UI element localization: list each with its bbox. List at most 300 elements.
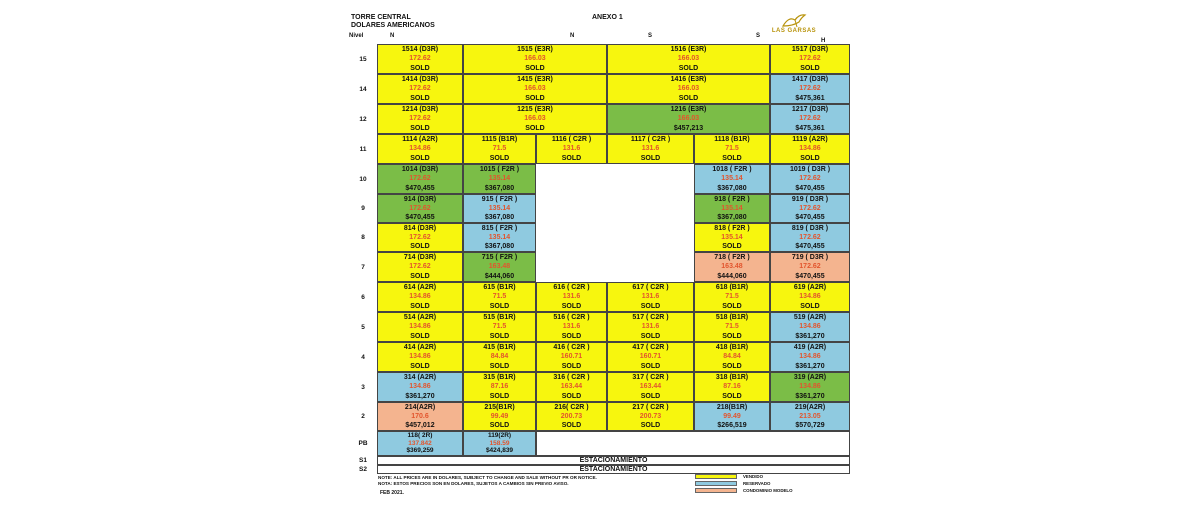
unit-area: 134.86 xyxy=(799,145,821,153)
unit-status: $475,361 xyxy=(795,124,825,132)
unit-area: 135.14 xyxy=(488,175,511,183)
unit-area: 131.6 xyxy=(562,145,581,153)
unit-status: SOLD xyxy=(410,94,430,102)
unit-area: 163.48 xyxy=(488,263,511,271)
unit-name: 316 ( C2R ) xyxy=(553,374,590,382)
unit-area: 166.03 xyxy=(677,55,700,63)
level-label: 2 xyxy=(361,413,365,420)
unit-status: SOLD xyxy=(678,94,699,102)
unit-status: SOLD xyxy=(410,362,430,370)
unit-cell xyxy=(607,44,770,74)
unit-cell xyxy=(607,342,694,372)
unit-status: SOLD xyxy=(561,422,582,430)
unit-status: SOLD xyxy=(489,362,510,370)
unit-area: 134.86 xyxy=(409,293,431,301)
unit-name: 1014 (D3R) xyxy=(401,166,439,174)
unit-cell xyxy=(463,104,607,134)
unit-name: 317 ( C2R ) xyxy=(632,374,669,382)
unit-status: SOLD xyxy=(410,272,430,280)
unit-area: 134.86 xyxy=(799,323,821,331)
unit-area: 172.62 xyxy=(409,233,431,241)
unit-cell xyxy=(463,342,536,372)
unit-cell xyxy=(694,282,770,312)
unit-area: 134.86 xyxy=(409,323,431,331)
currency-subtitle: DOLARES AMERICANOS xyxy=(351,22,435,29)
unit-area: 131.6 xyxy=(641,145,660,153)
level-label: 8 xyxy=(361,234,365,241)
unit-cell xyxy=(536,312,607,342)
unit-cell xyxy=(770,74,850,104)
unit-area: 131.6 xyxy=(641,323,660,331)
level-label: 6 xyxy=(361,293,365,301)
unit-cell xyxy=(377,164,463,194)
unit-area: 166.03 xyxy=(677,85,700,93)
unit-status: $367,080 xyxy=(484,184,515,192)
unit-status: SOLD xyxy=(640,422,661,430)
unit-name: 1019 ( D3R ) xyxy=(789,166,831,174)
unit-name: 1119 (A2R) xyxy=(792,136,828,144)
unit-status: SOLD xyxy=(561,332,582,340)
unit-status: $361,270 xyxy=(795,392,825,400)
unit-area: 71.5 xyxy=(492,293,507,301)
logo-text: LAS GARSAS xyxy=(771,28,817,34)
unit-area: 134.86 xyxy=(409,145,431,153)
unit-area: 87.16 xyxy=(490,383,509,391)
unit-area: 135.14 xyxy=(488,233,511,241)
unit-cell xyxy=(377,74,463,104)
unit-name: 715 ( F2R ) xyxy=(481,254,518,262)
unit-name: 1015 ( F2R ) xyxy=(479,166,520,174)
unit-status: $457,213 xyxy=(673,124,704,132)
unit-cell xyxy=(770,164,850,194)
col-header-s2: S xyxy=(756,33,761,39)
unit-area: 134.86 xyxy=(799,383,821,391)
unit-area: 172.62 xyxy=(799,55,821,63)
unit-cell xyxy=(770,312,850,342)
unit-cell xyxy=(377,431,463,456)
level-label: 10 xyxy=(359,175,367,183)
unit-area: 172.62 xyxy=(409,55,431,63)
unit-cell xyxy=(770,342,850,372)
unit-status: $367,080 xyxy=(484,243,515,251)
heron-icon xyxy=(779,12,809,28)
unit-area: 84.84 xyxy=(723,353,741,361)
unit-name: 414 (A2R) xyxy=(403,344,437,352)
unit-area: 172.62 xyxy=(799,233,821,241)
unit-name: 815 ( F2R ) xyxy=(481,224,518,232)
unit-status: SOLD xyxy=(678,64,699,72)
unit-area: 99.49 xyxy=(723,412,741,420)
unit-area: 163.44 xyxy=(639,383,662,391)
col-header-nivel: Nivel xyxy=(349,33,364,39)
unit-name: 616 ( C2R ) xyxy=(553,284,590,292)
unit-area: 172.62 xyxy=(799,263,821,271)
unit-name: 214(A2R) xyxy=(404,403,436,411)
unit-name: 1516 (E3R) xyxy=(670,46,707,54)
unit-cell xyxy=(770,282,850,312)
unit-status: SOLD xyxy=(800,64,820,72)
unit-cell xyxy=(770,372,850,402)
unit-name: 1515 (E3R) xyxy=(517,46,553,54)
note-english: NOTE: ALL PRICES ARE IN DOLARES, SUBJECT TO CHANGE AND SALE WITHOUT PR OR NOTICE. xyxy=(378,475,597,480)
unit-status: $367,080 xyxy=(484,214,515,222)
unit-cell xyxy=(377,194,463,223)
unit-cell xyxy=(377,44,463,74)
unit-name: 1217 (D3R) xyxy=(791,106,829,114)
unit-name: 915 ( F2R ) xyxy=(481,195,518,203)
unit-name: 914 (D3R) xyxy=(403,195,437,203)
level-label: S1 xyxy=(359,457,367,464)
unit-status: $367,080 xyxy=(717,214,747,222)
unit-cell xyxy=(377,134,463,164)
unit-cell xyxy=(463,282,536,312)
unit-status: $424,839 xyxy=(485,447,514,455)
unit-area: 131.6 xyxy=(562,293,581,301)
unit-name: 518 (B1R) xyxy=(715,314,749,322)
level-label: 7 xyxy=(361,263,365,271)
unit-name: 514 (A2R) xyxy=(403,314,437,322)
unit-area: 163.48 xyxy=(721,263,743,271)
unit-area: 166.03 xyxy=(524,85,546,93)
unit-area: 71.5 xyxy=(725,323,739,331)
unit-cell xyxy=(463,44,607,74)
unit-name: 1117 ( C2R ) xyxy=(630,136,671,144)
legend-swatch xyxy=(695,488,737,493)
unit-status: SOLD xyxy=(489,332,510,340)
unit-name: 918 ( F2R ) xyxy=(714,195,750,203)
legend-label: VENDIDO xyxy=(743,474,764,479)
col-header-h: H xyxy=(821,38,826,44)
unit-status: SOLD xyxy=(722,392,742,400)
unit-cell xyxy=(377,312,463,342)
unit-status: $444,060 xyxy=(484,272,515,280)
unit-status: $470,455 xyxy=(795,184,825,192)
unit-status: SOLD xyxy=(561,154,582,162)
unit-area: 213.05 xyxy=(799,412,821,420)
unit-name: 818 ( F2R ) xyxy=(714,224,750,232)
col-header-n2: N xyxy=(570,33,575,39)
unit-area: 137.842 xyxy=(408,439,432,447)
unit-status: SOLD xyxy=(410,64,430,72)
unit-area: 172.62 xyxy=(409,115,431,123)
unit-status: $369,259 xyxy=(406,447,434,455)
unit-status: SOLD xyxy=(722,332,742,340)
unit-name: 517 ( C2R ) xyxy=(632,314,669,322)
unit-cell xyxy=(770,44,850,74)
unit-status: SOLD xyxy=(410,154,430,162)
unit-status: $470,455 xyxy=(795,272,825,280)
availability-grid xyxy=(349,44,851,471)
unit-area: 158.59 xyxy=(489,439,510,447)
unit-area: 172.62 xyxy=(409,85,431,93)
unit-status: SOLD xyxy=(525,94,545,102)
unit-area: 135.14 xyxy=(488,204,511,212)
unit-area: 131.6 xyxy=(562,323,581,331)
unit-status: SOLD xyxy=(722,362,742,370)
unit-area: 71.5 xyxy=(725,293,739,301)
unit-area: 84.84 xyxy=(490,353,509,361)
unit-cell xyxy=(770,134,850,164)
unit-name: 1514 (D3R) xyxy=(401,46,439,54)
unit-name: 119(2R) xyxy=(487,432,512,440)
col-header-n1: N xyxy=(390,33,395,39)
unit-cell xyxy=(377,104,463,134)
unit-area: 172.62 xyxy=(799,85,821,93)
unit-name: 615 (B1R) xyxy=(483,284,516,292)
pb-open-area xyxy=(536,431,850,456)
unit-name: 216( C2R ) xyxy=(554,403,589,411)
unit-status: SOLD xyxy=(489,154,510,162)
unit-cell xyxy=(694,223,770,252)
unit-cell xyxy=(607,402,694,431)
unit-status: SOLD xyxy=(410,243,430,251)
unit-area: 134.86 xyxy=(799,293,821,301)
unit-cell xyxy=(463,312,536,342)
unit-cell xyxy=(694,312,770,342)
legend-swatch xyxy=(695,481,737,486)
unit-status: SOLD xyxy=(489,422,510,430)
parking-s2: ESTACIONAMIENTO xyxy=(377,465,850,474)
annex-title: ANEXO 1 xyxy=(592,14,623,21)
unit-cell xyxy=(377,223,463,252)
unit-status: $470,455 xyxy=(795,243,825,251)
unit-area: 71.5 xyxy=(492,323,507,331)
unit-cell xyxy=(607,282,694,312)
unit-cell xyxy=(536,402,607,431)
unit-name: 1517 (D3R) xyxy=(791,46,829,54)
unit-cell xyxy=(463,372,536,402)
unit-cell xyxy=(536,372,607,402)
unit-area: 166.03 xyxy=(677,115,700,123)
unit-cell xyxy=(463,134,536,164)
unit-name: 714 (D3R) xyxy=(403,254,437,262)
unit-name: 519 (A2R) xyxy=(793,314,827,322)
unit-name: 719 ( D3R ) xyxy=(791,254,829,262)
unit-status: SOLD xyxy=(410,124,430,132)
unit-area: 163.44 xyxy=(560,383,583,391)
unit-area: 172.62 xyxy=(799,115,821,123)
unit-status: SOLD xyxy=(640,362,661,370)
unit-name: 617 ( C2R ) xyxy=(632,284,669,292)
unit-name: 1416 (E3R) xyxy=(670,76,707,84)
unit-cell xyxy=(463,252,536,282)
unit-area: 71.5 xyxy=(725,145,739,153)
unit-status: SOLD xyxy=(722,302,742,310)
unit-area: 135.14 xyxy=(721,204,743,212)
unit-cell xyxy=(694,164,770,194)
unit-status: SOLD xyxy=(489,392,510,400)
unit-name: 318 (B1R) xyxy=(715,374,749,382)
unit-status: SOLD xyxy=(800,302,820,310)
unit-cell xyxy=(694,134,770,164)
unit-cell xyxy=(463,164,536,194)
unit-cell xyxy=(377,342,463,372)
unit-status: $470,455 xyxy=(405,184,435,192)
unit-area: 172.62 xyxy=(409,263,431,271)
unit-status: $475,361 xyxy=(795,94,825,102)
unit-name: 319 (A2R) xyxy=(793,374,827,382)
unit-status: $470,455 xyxy=(795,214,825,222)
unit-area: 87.16 xyxy=(723,383,741,391)
unit-name: 118( 2R) xyxy=(407,432,433,440)
unit-name: 217 ( C2R ) xyxy=(632,403,669,411)
unit-name: 1215 (E3R) xyxy=(517,106,553,114)
level-label: 11 xyxy=(359,145,367,153)
unit-status: SOLD xyxy=(525,64,545,72)
unit-cell xyxy=(463,431,536,456)
unit-area: 166.03 xyxy=(524,115,546,123)
note-spanish: NOTA: ESTOS PRECIOS SON EN DOLARES, SUJETOS A CAMBIOS SIN PREVIO AVISO. xyxy=(378,481,569,486)
unit-name: 1417 (D3R) xyxy=(791,76,829,84)
unit-name: 1114 (A2R) xyxy=(402,136,438,144)
unit-cell xyxy=(377,282,463,312)
unit-status: $266,519 xyxy=(717,422,747,430)
unit-cell xyxy=(463,194,536,223)
unit-area: 99.49 xyxy=(490,412,509,420)
parking-s1: ESTACIONAMIENTO xyxy=(377,456,850,465)
legend-swatch xyxy=(695,474,737,479)
unit-area: 134.86 xyxy=(409,383,431,391)
unit-area: 71.5 xyxy=(492,145,507,153)
unit-cell xyxy=(463,223,536,252)
unit-status: SOLD xyxy=(640,392,661,400)
unit-area: 172.62 xyxy=(799,204,821,212)
unit-status: SOLD xyxy=(640,302,661,310)
unit-name: 415 (B1R) xyxy=(483,344,516,352)
unit-name: 614 (A2R) xyxy=(403,284,437,292)
unit-cell xyxy=(770,402,850,431)
unit-status: SOLD xyxy=(800,154,820,162)
level-label: 12 xyxy=(359,115,367,123)
unit-name: 418 (B1R) xyxy=(715,344,749,352)
unit-name: 814 (D3R) xyxy=(403,224,437,232)
unit-cell xyxy=(607,312,694,342)
unit-name: 919 ( D3R ) xyxy=(791,195,829,203)
unit-area: 134.86 xyxy=(799,353,821,361)
unit-cell xyxy=(377,402,463,431)
unit-cell xyxy=(536,134,607,164)
unit-name: 1214 (D3R) xyxy=(401,106,439,114)
unit-name: 1118 (B1R) xyxy=(714,136,750,144)
unit-status: SOLD xyxy=(561,302,582,310)
level-label: 9 xyxy=(361,205,365,212)
unit-status: $361,270 xyxy=(795,362,825,370)
unit-cell xyxy=(694,194,770,223)
unit-name: 419 (A2R) xyxy=(793,344,827,352)
unit-status: $470,455 xyxy=(405,214,435,222)
level-label: 3 xyxy=(361,383,365,391)
unit-cell xyxy=(463,74,607,104)
unit-area: 135.14 xyxy=(721,233,743,241)
unit-name: 1115 (B1R) xyxy=(481,136,518,144)
unit-status: SOLD xyxy=(722,243,742,251)
unit-name: 1415 (E3R) xyxy=(517,76,553,84)
unit-name: 315 (B1R) xyxy=(483,374,516,382)
unit-name: 619 (A2R) xyxy=(793,284,827,292)
unit-cell xyxy=(694,342,770,372)
unit-status: SOLD xyxy=(525,124,545,132)
unit-area: 172.62 xyxy=(409,204,431,212)
unit-status: $570,729 xyxy=(795,422,825,430)
unit-name: 417 ( C2R ) xyxy=(632,344,669,352)
unit-cell xyxy=(694,402,770,431)
unit-cell xyxy=(377,372,463,402)
unit-cell xyxy=(770,104,850,134)
unit-area: 160.71 xyxy=(639,353,662,361)
unit-area: 131.6 xyxy=(641,293,660,301)
unit-area: 166.03 xyxy=(524,55,546,63)
unit-area: 172.62 xyxy=(799,175,821,183)
unit-area: 135.14 xyxy=(721,175,743,183)
unit-area: 170.6 xyxy=(411,412,429,420)
unit-status: $367,080 xyxy=(717,184,747,192)
unit-cell xyxy=(607,74,770,104)
unit-name: 516 ( C2R ) xyxy=(553,314,590,322)
unit-name: 1018 ( F2R ) xyxy=(712,166,752,174)
unit-name: 215(B1R) xyxy=(484,403,515,411)
unit-name: 819 ( D3R ) xyxy=(791,224,829,232)
unit-cell xyxy=(770,252,850,282)
unit-status: SOLD xyxy=(640,332,661,340)
unit-name: 718 ( F2R ) xyxy=(714,254,750,262)
level-label: 4 xyxy=(361,353,365,361)
level-label: 14 xyxy=(359,85,367,93)
unit-cell xyxy=(463,402,536,431)
unit-area: 160.71 xyxy=(560,353,583,361)
level-label: PB xyxy=(358,440,368,447)
unit-cell xyxy=(607,134,694,164)
unit-cell xyxy=(694,252,770,282)
unit-status: SOLD xyxy=(640,154,661,162)
unit-status: SOLD xyxy=(410,332,430,340)
legend xyxy=(695,474,815,494)
unit-area: 172.62 xyxy=(409,175,431,183)
unit-cell xyxy=(770,194,850,223)
unit-name: 618 (B1R) xyxy=(715,284,749,292)
tower-title: TORRE CENTRAL xyxy=(351,14,411,21)
unit-status: SOLD xyxy=(489,302,510,310)
legend-label: RESERVADO xyxy=(743,481,771,486)
unit-name: 416 ( C2R ) xyxy=(553,344,590,352)
unit-name: 1414 (D3R) xyxy=(401,76,439,84)
level-label: 5 xyxy=(361,323,365,331)
unit-cell xyxy=(694,372,770,402)
unit-name: 515 (B1R) xyxy=(483,314,516,322)
unit-status: SOLD xyxy=(561,392,582,400)
unit-cell xyxy=(536,342,607,372)
unit-status: SOLD xyxy=(722,154,742,162)
unit-cell xyxy=(770,223,850,252)
unit-area: 200.73 xyxy=(560,412,583,420)
unit-status: SOLD xyxy=(410,302,430,310)
legend-label: CONDOMINIO MODELO xyxy=(743,488,793,493)
unit-name: 1116 ( C2R ) xyxy=(551,136,592,144)
unit-area: 200.73 xyxy=(639,412,662,420)
date-label: FEB 2021. xyxy=(380,490,404,496)
unit-status: $444,060 xyxy=(717,272,747,280)
unit-name: 218(B1R) xyxy=(716,403,748,411)
level-label: 15 xyxy=(359,55,367,63)
unit-name: 219(A2R) xyxy=(794,403,826,411)
unit-status: $361,270 xyxy=(795,332,825,340)
unit-status: $457,012 xyxy=(405,422,435,430)
unit-status: SOLD xyxy=(561,362,582,370)
unit-cell xyxy=(536,282,607,312)
level-label: S2 xyxy=(359,466,367,473)
unit-cell xyxy=(607,372,694,402)
unit-cell xyxy=(377,252,463,282)
unit-name: 314 (A2R) xyxy=(403,374,437,382)
